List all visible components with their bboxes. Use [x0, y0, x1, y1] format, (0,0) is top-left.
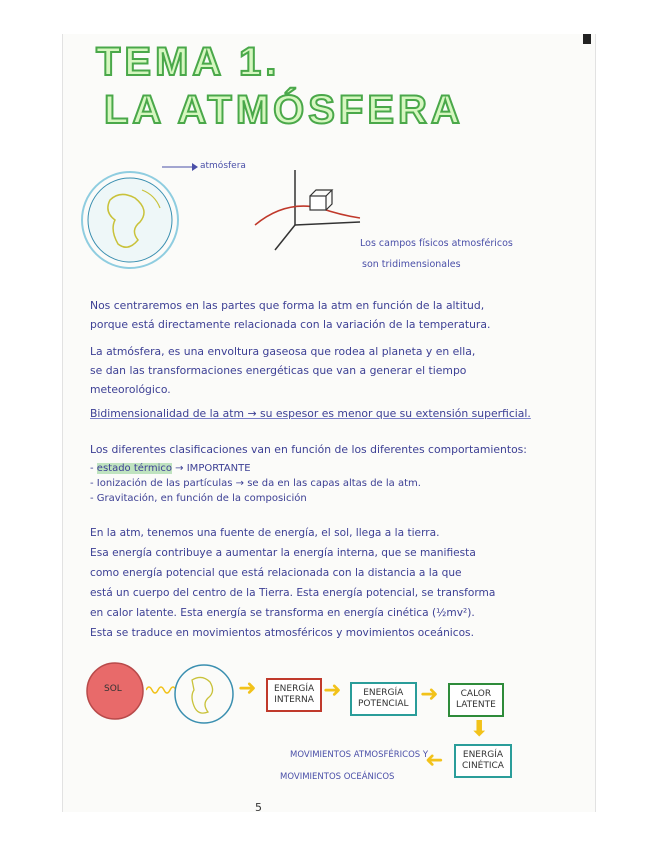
- arrow-right-icon: ➜: [323, 678, 342, 703]
- result-line-1: MOVIMIENTOS ATMOSFÉRICOS Y: [290, 750, 429, 760]
- text-line: Bidimensionalidad de la atm → su espesor es menor que su extensión superficial.: [90, 407, 531, 420]
- result-line-2: MOVIMIENTOS OCEÁNICOS: [280, 772, 395, 782]
- page-edge-mark: [583, 34, 591, 44]
- text-line: se dan las transformaciones energéticas que van a generar el tiempo: [90, 364, 467, 377]
- list-item: - Ionización de las partículas → se da en las capas altas de la atm.: [90, 478, 421, 489]
- highlighted-term: estado térmico: [96, 463, 172, 474]
- title-line-1: TEMA 1.: [96, 40, 281, 84]
- atmosphere-globe-drawing: [80, 160, 180, 280]
- box-kinetic-energy: ENERGÍA CINÉTICA: [454, 744, 512, 778]
- paragraph-altitude: [90, 296, 580, 334]
- figure-caption-line-2: son tridimensionales: [362, 259, 461, 270]
- text-line: porque está directamente relacionada con la variación de la temperatura.: [90, 318, 491, 331]
- globe-label-arrow: [160, 160, 200, 174]
- classification-list: [90, 461, 421, 506]
- list-item: - estado térmico → IMPORTANTE: [90, 463, 251, 474]
- title-line-2: LA ATMÓSFERA: [104, 88, 464, 132]
- text-line: Nos centraremos en las partes que forma la atm en función de la altitud,: [90, 299, 485, 312]
- text-line: está un cuerpo del centro de la Tierra. Esta energía potencial, se transforma: [90, 587, 496, 599]
- text-line: En la atm, tenemos una fuente de energía, el sol, llega a la tierra.: [90, 527, 440, 539]
- paragraph-energy: [90, 523, 580, 643]
- text-line: Esa energía contribuye a aumentar la energía interna, que se manifiesta: [90, 547, 476, 559]
- globe-label: atmósfera: [200, 161, 246, 171]
- paragraph-definition: [90, 342, 580, 399]
- text-line: como energía potencial que está relacionada con la distancia a la que: [90, 567, 462, 579]
- sun-label: SOL: [104, 684, 122, 694]
- paragraph-bidimensional: [90, 404, 580, 423]
- arrow-right-icon: ➜: [420, 682, 439, 707]
- text-line: en calor latente. Esta energía se transforma en energía cinética (½mv²).: [90, 607, 475, 619]
- page-number: 5: [255, 801, 262, 814]
- list-item: - Gravitación, en función de la composición: [90, 493, 307, 504]
- arrow-down-icon: ⬇: [470, 717, 489, 742]
- box-latent-heat: CALOR LATENTE: [448, 683, 504, 717]
- three-axes-drawing: [250, 160, 370, 260]
- text-line: La atmósfera, es una envoltura gaseosa que rodea al planeta y en ella,: [90, 345, 476, 358]
- earth-drawing: [172, 662, 236, 726]
- figure-caption-line-1: Los campos físicos atmosféricos: [360, 238, 513, 249]
- text-line: Los diferentes clasificaciones van en función de los diferentes comportamientos:: [90, 443, 527, 456]
- paragraph-classifications: [90, 440, 580, 459]
- arrow-right-icon: ➜: [238, 676, 257, 701]
- text-line: Esta se traduce en movimientos atmosféricos y movimientos oceánicos.: [90, 627, 474, 639]
- box-potential-energy: ENERGÍA POTENCIAL: [350, 682, 417, 716]
- arrow-left-icon: ➜: [425, 748, 444, 773]
- box-internal-energy: ENERGÍA INTERNA: [266, 678, 322, 712]
- text-line: meteorológico.: [90, 383, 171, 396]
